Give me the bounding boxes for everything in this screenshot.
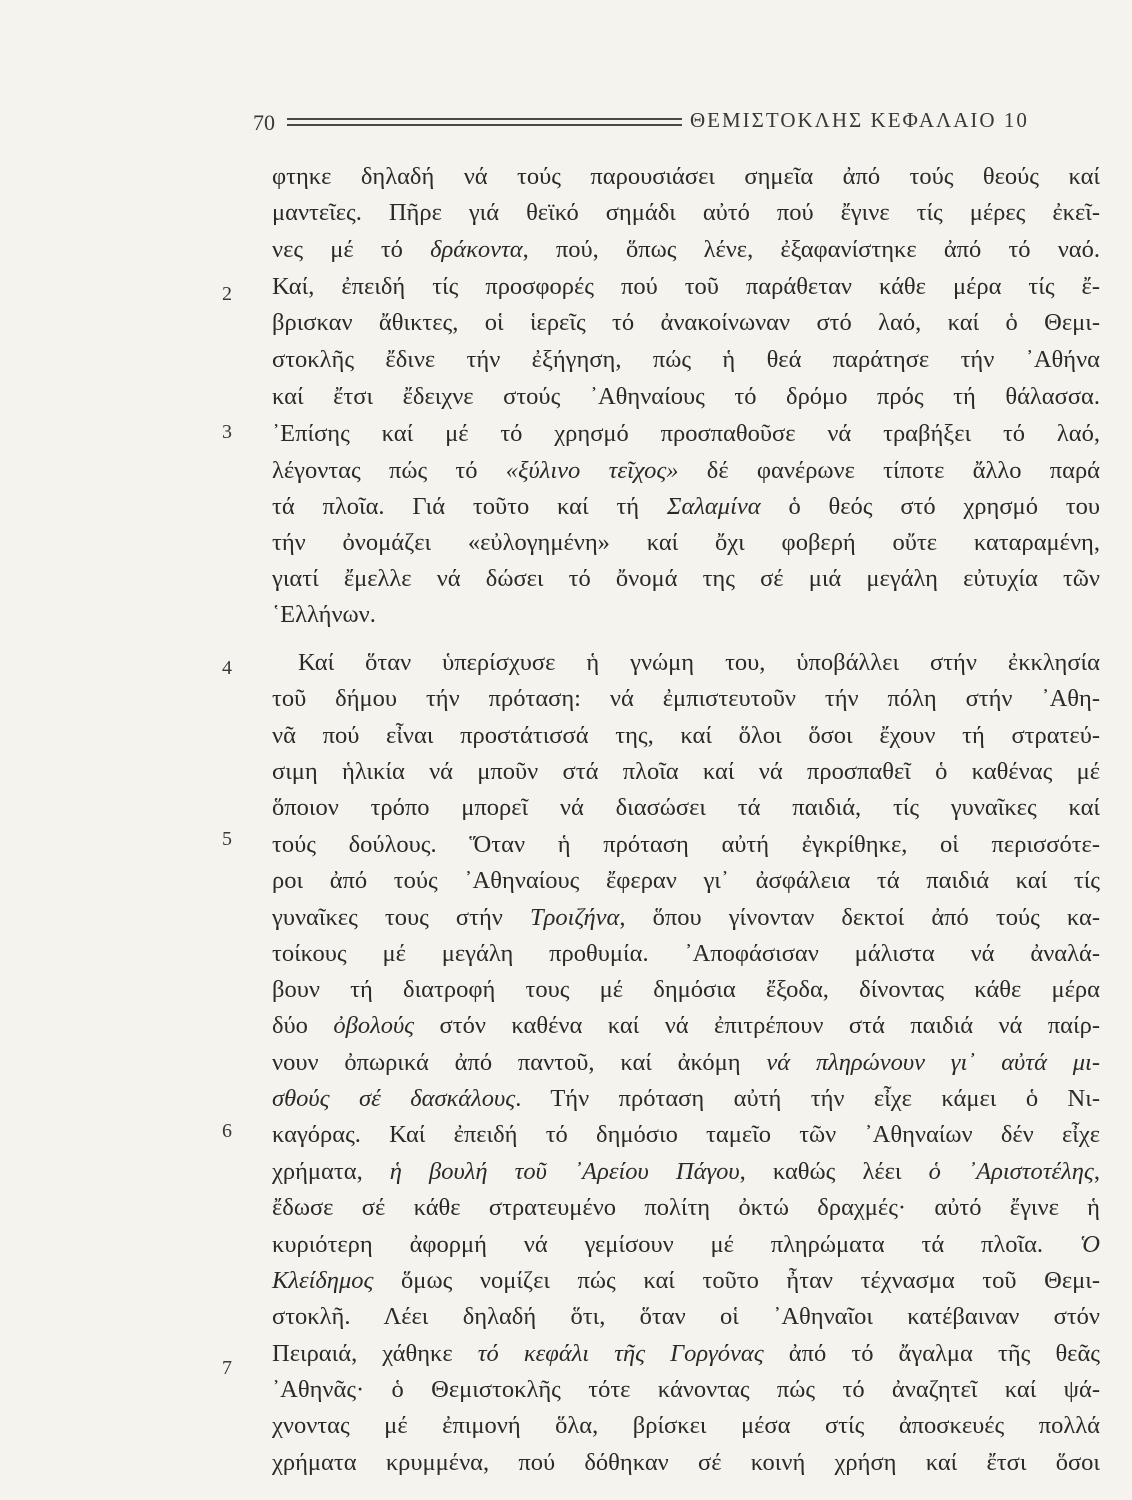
page-header — [253, 98, 1103, 138]
text-line — [272, 864, 1100, 898]
text-run: , — [1093, 1158, 1101, 1185]
italic-text-run: νά πληρώνουν γι᾿ αὐτά μι- — [766, 1049, 1100, 1076]
section-number: 5 — [222, 828, 232, 850]
text-run: ᾿Αθηνᾶς· ὁ Θεμιστοκλῆς τότε κάνοντας πώς τό ἀναζητεῖ καί ψά- — [272, 1376, 1100, 1403]
text-line — [272, 901, 1100, 935]
text-run: ᾿Επίσης καί μέ τό χρησμό προσπαθοῦσε νά τραβήξει τό λαό, — [272, 420, 1100, 447]
header-rule — [287, 118, 682, 126]
text-line — [272, 160, 1100, 194]
text-line — [272, 791, 1100, 825]
text-run: χρήματα, — [272, 1158, 390, 1185]
text-line — [272, 1446, 1100, 1480]
italic-text-run: τό κεφάλι τῆς Γοργόνας — [477, 1340, 764, 1367]
italic-text-run: Σαλαμίνα — [666, 493, 761, 520]
text-run: τά πλοῖα. Γιά τοῦτο καί τή — [272, 493, 667, 520]
text-run: σιμη ἡλικία νά μποῦν στά πλοῖα καί νά προσπαθεῖ ὁ καθένας μέ — [272, 758, 1100, 785]
text-line — [272, 1191, 1100, 1225]
section-number: 7 — [222, 1357, 232, 1379]
text-line — [272, 1155, 1100, 1189]
italic-text-run: ἡ βουλή τοῦ ᾿Αρείου Πάγου — [389, 1158, 740, 1185]
text-line — [272, 306, 1100, 340]
italic-text-run: «ξύλινο τεῖχος» — [505, 457, 679, 484]
text-run: ὅμως νομίζει πώς καί τοῦτο ἦταν τέχνασμα τοῦ Θεμι- — [373, 1267, 1100, 1294]
text-run: κυριότερη ἀφορμή νά γεμίσουν μέ πληρώματα τά πλοῖα. — [272, 1231, 1080, 1258]
section-number: 2 — [222, 283, 232, 305]
section-number: 4 — [222, 657, 232, 679]
section-number: 3 — [222, 421, 232, 443]
text-run: μαντεῖες. Πῆρε γιά θεϊκό σημάδι αὐτό πού ἔγινε τίς μέρες ἐκεῖ- — [272, 199, 1100, 226]
page-number: 70 — [253, 110, 275, 135]
text-run: τοίκους μέ μεγάλη προθυμία. ᾿Αποφάσισαν μάλιστα νά ἀναλά- — [272, 940, 1100, 967]
italic-text-run: ὁ ᾿Αριστοτέλης — [928, 1158, 1094, 1185]
running-title: ΘΕΜΙΣΤΟΚΛΗΣ ΚΕΦΑΛΑΙΟ 10 — [690, 108, 1029, 132]
text-run: λέγοντας πώς τό — [272, 457, 506, 484]
text-line — [272, 1009, 1100, 1043]
text-run: νουν ὀπωρικά ἀπό παντοῦ, καί ἀκόμη — [272, 1049, 767, 1076]
text-run: χρήματα κρυμμένα, πού δόθηκαν σέ κοινή χρήση καί ἔτσι ὅσοι — [272, 1449, 1100, 1476]
text-line — [272, 1409, 1100, 1443]
text-line — [272, 454, 1100, 488]
text-line — [272, 1228, 1100, 1262]
text-run: νες μέ τό — [272, 236, 431, 263]
text-line — [272, 380, 1100, 414]
text-run: Καί ὅταν ὑπερίσχυσε ἡ γνώμη του, ὑποβάλλει στήν ἐκκλησία — [298, 649, 1100, 676]
text-line — [272, 270, 1100, 304]
italic-text-run: Τροιζήνα — [529, 904, 620, 931]
italic-text-run: σθούς σέ δασκάλους — [272, 1085, 516, 1112]
text-line — [272, 1300, 1100, 1334]
text-run: τήν ὀνομάζει «εὐλογημένη» καί ὄχι φοβερή οὔτε καταραμένη, — [272, 529, 1100, 556]
text-line — [272, 1046, 1100, 1080]
text-run: καί ἔτσι ἔδειχνε στούς ᾿Αθηναίους τό δρόμο πρός τή θάλασσα. — [272, 383, 1100, 410]
italic-text-run: Ὁ — [1079, 1231, 1100, 1258]
text-line — [272, 562, 1100, 596]
text-line — [272, 1264, 1100, 1298]
text-line — [272, 937, 1100, 971]
text-run: ροι ἀπό τούς ᾿Αθηναίους ἔφεραν γι᾿ ἀσφάλεια τά παιδιά καί τίς — [272, 867, 1100, 894]
text-line — [272, 343, 1100, 377]
text-line — [272, 1118, 1100, 1152]
text-run: δύο — [272, 1012, 334, 1039]
italic-text-run: Κλείδημος — [272, 1267, 374, 1294]
text-run: τοῦ δήμου τήν πρόταση: νά ἐμπιστευτοῦν τήν πόλη στήν ᾿Αθη- — [272, 685, 1100, 712]
text-line — [272, 755, 1100, 789]
text-line — [272, 526, 1100, 560]
text-run: καγόρας. Καί ἐπειδή τό δημόσιο ταμεῖο τῶν ᾿Αθηναίων δέν εἶχε — [272, 1121, 1100, 1148]
text-line — [272, 233, 1100, 267]
text-run: ὅποιον τρόπο μπορεῖ νά διασώσει τά παιδιά, τίς γυναῖκες καί — [272, 794, 1100, 821]
text-line — [272, 598, 1100, 632]
section-number: 6 — [222, 1120, 232, 1142]
text-run: φτηκε δηλαδή νά τούς παρουσιάσει σημεῖα ἀπό τούς θεούς καί — [272, 163, 1100, 190]
text-line — [272, 1082, 1100, 1116]
text-run: δέ φανέρωνε τίποτε ἄλλο παρά — [678, 457, 1101, 484]
text-line — [272, 196, 1100, 230]
text-run: χνοντας μέ ἐπιμονή ὅλα, βρίσκει μέσα στίς ἀποσκευές πολλά — [272, 1412, 1100, 1439]
text-run: ῾Ελλήνων. — [272, 601, 376, 628]
text-line — [272, 973, 1100, 1007]
text-run: γιατί ἔμελλε νά δώσει τό ὄνομά της σέ μιά μεγάλη εὐτυχία τῶν — [272, 565, 1100, 592]
text-run: τούς δούλους. Ὅταν ἡ πρόταση αὐτή ἐγκρίθηκε, οἱ περισσότε- — [272, 831, 1100, 858]
italic-text-run: δράκοντα — [430, 236, 523, 263]
text-run: Καί, ἐπειδή τίς προσφορές πού τοῦ παράθεταν κάθε μέρα τίς ἔ- — [272, 273, 1100, 300]
text-run: βρισκαν ἄθικτες, οἱ ἱερεῖς τό ἀνακοίνωναν στό λαό, καί ὁ Θεμι- — [272, 309, 1100, 336]
text-line — [272, 828, 1100, 862]
text-run: ὁ θεός στό χρησμό του — [760, 493, 1100, 520]
text-run: Πειραιά, χάθηκε — [272, 1340, 478, 1367]
text-line — [272, 490, 1100, 524]
text-run: , πού, ὅπως λένε, ἐξαφανίστηκε ἀπό τό ναό. — [522, 236, 1101, 263]
text-run: στοκλῆ. Λέει δηλαδή ὅτι, ὅταν οἱ ᾿Αθηναῖοι κατέβαιναν στόν — [272, 1303, 1100, 1330]
text-run: γυναῖκες τους στήν — [272, 904, 530, 931]
italic-text-run: ὀβολούς — [333, 1012, 415, 1039]
text-line — [272, 417, 1100, 451]
text-line — [298, 646, 1100, 680]
text-run: , ὅπου γίνονταν δεκτοί ἀπό τούς κα- — [619, 904, 1100, 931]
text-run: βουν τή διατροφή τους μέ δημόσια ἔξοδα, δίνοντας κάθε μέρα — [272, 976, 1100, 1003]
text-run: στοκλῆς ἔδινε τήν ἐξήγηση, πώς ἡ θεά παράτησε τήν ᾿Αθήνα — [272, 346, 1100, 373]
text-run: στόν καθένα καί νά ἐπιτρέπουν στά παιδιά νά παίρ- — [414, 1012, 1100, 1039]
text-run: , καθώς λέει — [739, 1158, 929, 1185]
text-run: . Τήν πρόταση αὐτή τήν εἶχε κάμει ὁ Νι- — [515, 1085, 1100, 1112]
text-line — [272, 1337, 1100, 1371]
text-line — [272, 719, 1100, 753]
text-line — [272, 1373, 1100, 1407]
text-run: ἀπό τό ἄγαλμα τῆς θεᾶς — [763, 1340, 1101, 1367]
text-run: νᾶ πού εἶναι προστάτισσά της, καί ὅλοι ὅσοι ἔχουν τή στρατεύ- — [272, 722, 1100, 749]
text-line — [272, 682, 1100, 716]
text-run: ἔδωσε σέ κάθε στρατευμένο πολίτη ὀκτώ δραχμές· αὐτό ἔγινε ἡ — [272, 1194, 1100, 1221]
